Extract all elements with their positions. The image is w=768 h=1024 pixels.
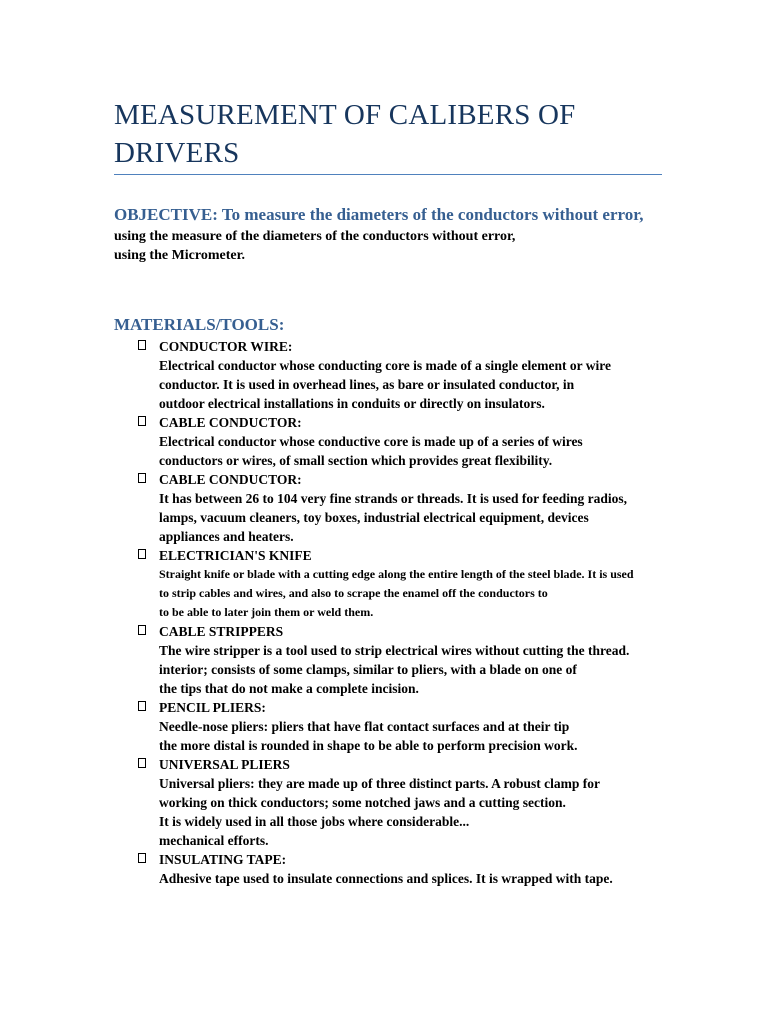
material-description-line: conductor. It is used in overhead lines, as bare or insulated conductor, in	[159, 377, 575, 392]
list-item	[0, 413, 768, 470]
material-description-line: lamps, vacuum cleaners, toy boxes, industrial electrical equipment, devices	[159, 510, 589, 525]
material-name: CABLE CONDUCTOR:	[159, 472, 302, 487]
list-item	[0, 698, 768, 755]
material-description-line: It is widely used in all those jobs where considerable...	[159, 814, 470, 829]
material-description-line: the more distal is rounded in shape to be able to perform precision work.	[159, 738, 578, 753]
material-description-line: conductors or wires, of small section which provides great flexibility.	[159, 453, 553, 468]
list-item	[0, 850, 768, 888]
objective-line: using the Micrometer.	[114, 248, 246, 263]
material-name: CABLE STRIPPERS	[159, 624, 284, 639]
material-description-line: working on thick conductors; some notched jaws and a cutting section.	[159, 795, 566, 810]
material-description-line: mechanical efforts.	[159, 833, 269, 848]
material-description-line: interior; consists of some clamps, similar to pliers, with a blade on one of	[159, 662, 577, 677]
material-description-line: outdoor electrical installations in conduits or directly on insulators.	[159, 396, 545, 411]
materials-heading: MATERIALS/TOOLS:	[114, 315, 285, 334]
square-bullet-icon	[138, 625, 146, 635]
square-bullet-icon	[138, 340, 146, 350]
square-bullet-icon	[138, 701, 146, 711]
square-bullet-icon	[138, 473, 146, 483]
material-description-line: to strip cables and wires, and also to scrape the enamel off the conductors to	[159, 586, 548, 600]
list-item	[0, 755, 768, 850]
material-description-line: Straight knife or blade with a cutting edge along the entire length of the steel blade. It is used	[159, 567, 634, 581]
list-item	[0, 622, 768, 698]
square-bullet-icon	[138, 416, 146, 426]
material-name: PENCIL PLIERS:	[159, 700, 266, 715]
square-bullet-icon	[138, 549, 146, 559]
material-description-line: Electrical conductor whose conducting core is made of a single element or wire	[159, 358, 611, 373]
material-name: UNIVERSAL PLIERS	[159, 757, 290, 772]
material-name: CONDUCTOR WIRE:	[159, 339, 293, 354]
objective-heading: OBJECTIVE: To measure the diameters of the conductors without error,	[114, 205, 644, 224]
list-item	[0, 337, 768, 413]
material-name: ELECTRICIAN'S KNIFE	[159, 548, 312, 563]
materials-list	[0, 337, 768, 888]
title-underline	[114, 174, 662, 175]
material-description-line: to be able to later join them or weld them.	[159, 605, 374, 619]
page-title: MEASUREMENT OF CALIBERS OF DRIVERS	[114, 99, 576, 169]
material-description-line: Adhesive tape used to insulate connections and splices. It is wrapped with tape.	[159, 871, 613, 886]
material-description-line: Electrical conductor whose conductive core is made up of a series of wires	[159, 434, 583, 449]
material-name: CABLE CONDUCTOR:	[159, 415, 302, 430]
material-description-line: the tips that do not make a complete incision.	[159, 681, 419, 696]
list-item	[0, 546, 768, 622]
material-description-line: The wire stripper is a tool used to strip electrical wires without cutting the thread.	[159, 643, 630, 658]
material-description-line: It has between 26 to 104 very fine strands or threads. It is used for feeding radios,	[159, 491, 627, 506]
material-description-line: Needle-nose pliers: pliers that have flat contact surfaces and at their tip	[159, 719, 570, 734]
objective-line: using the measure of the diameters of the conductors without error,	[114, 229, 516, 244]
material-description-line: appliances and heaters.	[159, 529, 294, 544]
material-description-line: Universal pliers: they are made up of three distinct parts. A robust clamp for	[159, 776, 600, 791]
list-item	[0, 470, 768, 546]
square-bullet-icon	[138, 758, 146, 768]
square-bullet-icon	[138, 853, 146, 863]
material-name: INSULATING TAPE:	[159, 852, 287, 867]
